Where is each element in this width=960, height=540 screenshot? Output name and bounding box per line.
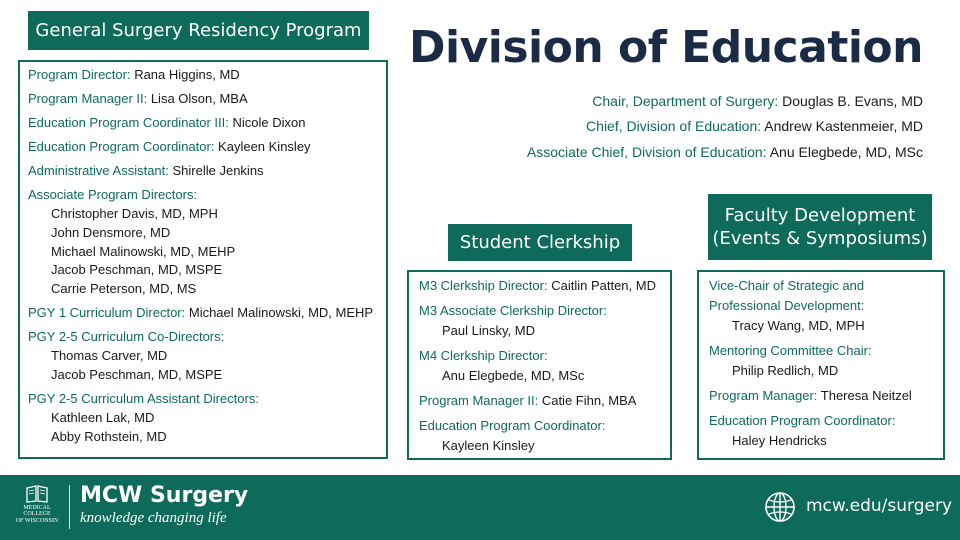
clerkship-m4-director: M4 Clerkship Director: Anu Elegbede, MD, MSc bbox=[419, 347, 585, 383]
residency-header-label: General Surgery Residency Program bbox=[35, 19, 362, 41]
faculty-panel bbox=[697, 270, 945, 460]
faculty-header bbox=[708, 194, 932, 260]
faculty-header-line2: (Events & Symposiums) bbox=[712, 228, 928, 249]
residency-header bbox=[28, 11, 369, 50]
page-title: Division of Education bbox=[408, 22, 923, 73]
globe-icon bbox=[764, 491, 796, 523]
leader-chief: Chief, Division of Education: Andrew Kastenmeier, MD bbox=[586, 118, 923, 134]
clerkship-header bbox=[448, 224, 632, 261]
residency-pgy25-codirectors: PGY 2-5 Curriculum Co-Directors: Thomas Carver, MD Jacob Peschman, MD, MSPE bbox=[28, 330, 378, 383]
faculty-coordinator: Education Program Coordinator: Haley Hendricks bbox=[709, 412, 896, 448]
leader-chair: Chair, Department of Surgery: Douglas B. Evans, MD bbox=[592, 93, 923, 109]
footer-bar bbox=[0, 475, 960, 540]
clerkship-m3-assoc: M3 Associate Clerkship Director: Paul Linsky, MD bbox=[419, 302, 607, 338]
list-item: Jacob Peschman, MD, MSPE bbox=[51, 262, 223, 278]
residency-admin: Administrative Assistant: Shirelle Jenkins bbox=[28, 162, 264, 178]
clerkship-panel bbox=[407, 270, 672, 460]
list-item: John Densmore, MD bbox=[51, 224, 171, 240]
list-item: Thomas Carver, MD bbox=[51, 348, 168, 364]
clerkship-manager: Program Manager II: Catie Fihn, MBA bbox=[419, 392, 637, 408]
residency-coordinator-3: Education Program Coordinator III: Nicole Dixon bbox=[28, 114, 306, 130]
footer-divider bbox=[69, 485, 70, 529]
faculty-manager: Program Manager: Theresa Neitzel bbox=[709, 387, 912, 403]
residency-pgy25-assistants: PGY 2-5 Curriculum Assistant Directors: Kathleen Lak, MD Abby Rothstein, MD bbox=[28, 392, 378, 445]
list-item: Michael Malinowski, MD, MEHP bbox=[51, 243, 236, 259]
brand-name: MCW Surgery bbox=[80, 483, 249, 508]
logo-line3: OF WISCONSIN bbox=[15, 517, 59, 524]
clerkship-coordinator: Education Program Coordinator: Kayleen Kinsley bbox=[419, 417, 606, 453]
faculty-header-line1: Faculty Development bbox=[724, 204, 916, 226]
residency-program-director: Program Director: Rana Higgins, MD bbox=[28, 67, 240, 82]
logo-line1: MEDICAL bbox=[23, 505, 51, 511]
clerkship-header-label: Student Clerkship bbox=[459, 231, 621, 253]
mcw-logo bbox=[14, 485, 60, 529]
residency-coordinator: Education Program Coordinator: Kayleen Kinsley bbox=[28, 138, 311, 154]
faculty-mentoring-chair: Mentoring Committee Chair: Philip Redlich, MD bbox=[709, 342, 872, 378]
clerkship-m3-director: M3 Clerkship Director: Caitlin Patten, MD bbox=[419, 278, 656, 293]
residency-assoc-directors: Associate Program Directors: Christopher Davis, MD, MPH John Densmore, MD Michael Malinowski, MD, MEHP Jacob Peschman, MD, MSPE Carrie Peterson, MD, MS bbox=[28, 188, 378, 298]
brand-tagline: knowledge changing life bbox=[80, 510, 227, 526]
list-item: Abby Rothstein, MD bbox=[51, 428, 167, 444]
faculty-vice-chair: Vice-Chair of Strategic and Professional Development: Tracy Wang, MD, MPH bbox=[709, 278, 865, 333]
list-item: Christopher Davis, MD, MPH bbox=[51, 205, 218, 221]
list-item: Kathleen Lak, MD bbox=[51, 410, 155, 425]
logo-line2: COLLEGE bbox=[23, 511, 51, 518]
website-link[interactable]: mcw.edu/surgery bbox=[806, 496, 953, 516]
book-icon bbox=[25, 485, 49, 503]
leader-associate-chief: Associate Chief, Division of Education: Anu Elegbede, MD, MSc bbox=[526, 144, 923, 160]
residency-program-manager: Program Manager II: Lisa Olson, MBA bbox=[28, 90, 248, 106]
residency-panel bbox=[18, 60, 388, 459]
list-item: Carrie Peterson, MD, MS bbox=[51, 281, 197, 297]
residency-pgy1-director: PGY 1 Curriculum Director: Michael Malinowski, MD, MEHP bbox=[28, 305, 374, 321]
list-item: Jacob Peschman, MD, MSPE bbox=[51, 367, 223, 383]
